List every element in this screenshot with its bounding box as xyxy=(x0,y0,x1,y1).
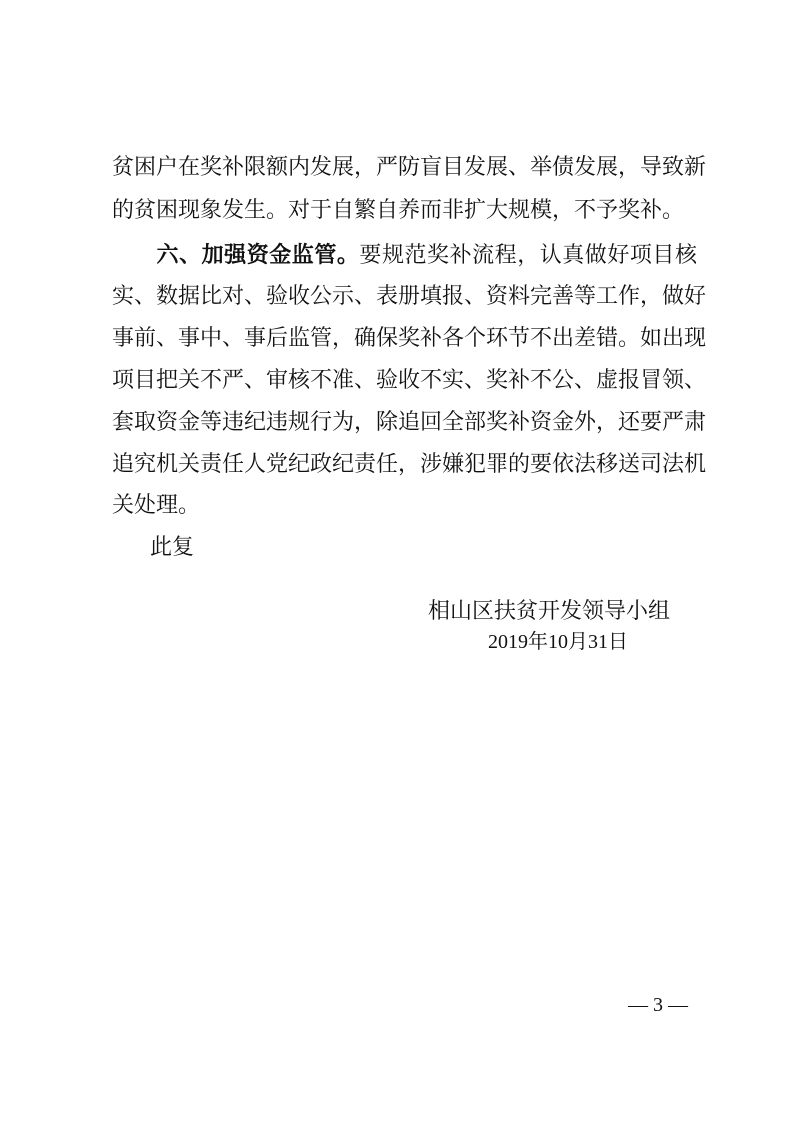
body-line: 实、数据比对、验收公示、表册填报、资料完善等工作，做好 xyxy=(112,284,707,309)
body-line: 关处理。 xyxy=(112,493,201,518)
page-number: — 3 — xyxy=(628,994,688,1016)
signature-date: 2019年10月31日 xyxy=(488,631,628,653)
body-line: 的贫困现象发生。对于自繁自养而非扩大规模，不予奖补。 xyxy=(112,198,685,223)
section-heading: 六、加强资金监管。 xyxy=(156,243,360,268)
signature-organization: 相山区扶贫开发领导小组 xyxy=(428,599,671,624)
body-line: 追究机关责任人党纪政纪责任，涉嫌犯罪的要依法移送司法机 xyxy=(112,452,707,477)
closing-text: 此复 xyxy=(150,535,195,560)
section-six-first-line xyxy=(112,236,697,276)
body-line: 项目把关不严、审核不准、验收不实、奖补不公、虚报冒领、 xyxy=(112,368,707,393)
body-text: 要规范奖补流程，认真做好项目核 xyxy=(359,243,697,268)
body-line: 套取资金等违纪违规行为，除追回全部奖补资金外，还要严肃 xyxy=(112,410,707,435)
body-line: 贫困户在奖补限额内发展，严防盲目发展、举债发展，导致新 xyxy=(112,155,707,180)
body-line: 事前、事中、事后监管，确保奖补各个环节不出差错。如出现 xyxy=(112,326,707,351)
